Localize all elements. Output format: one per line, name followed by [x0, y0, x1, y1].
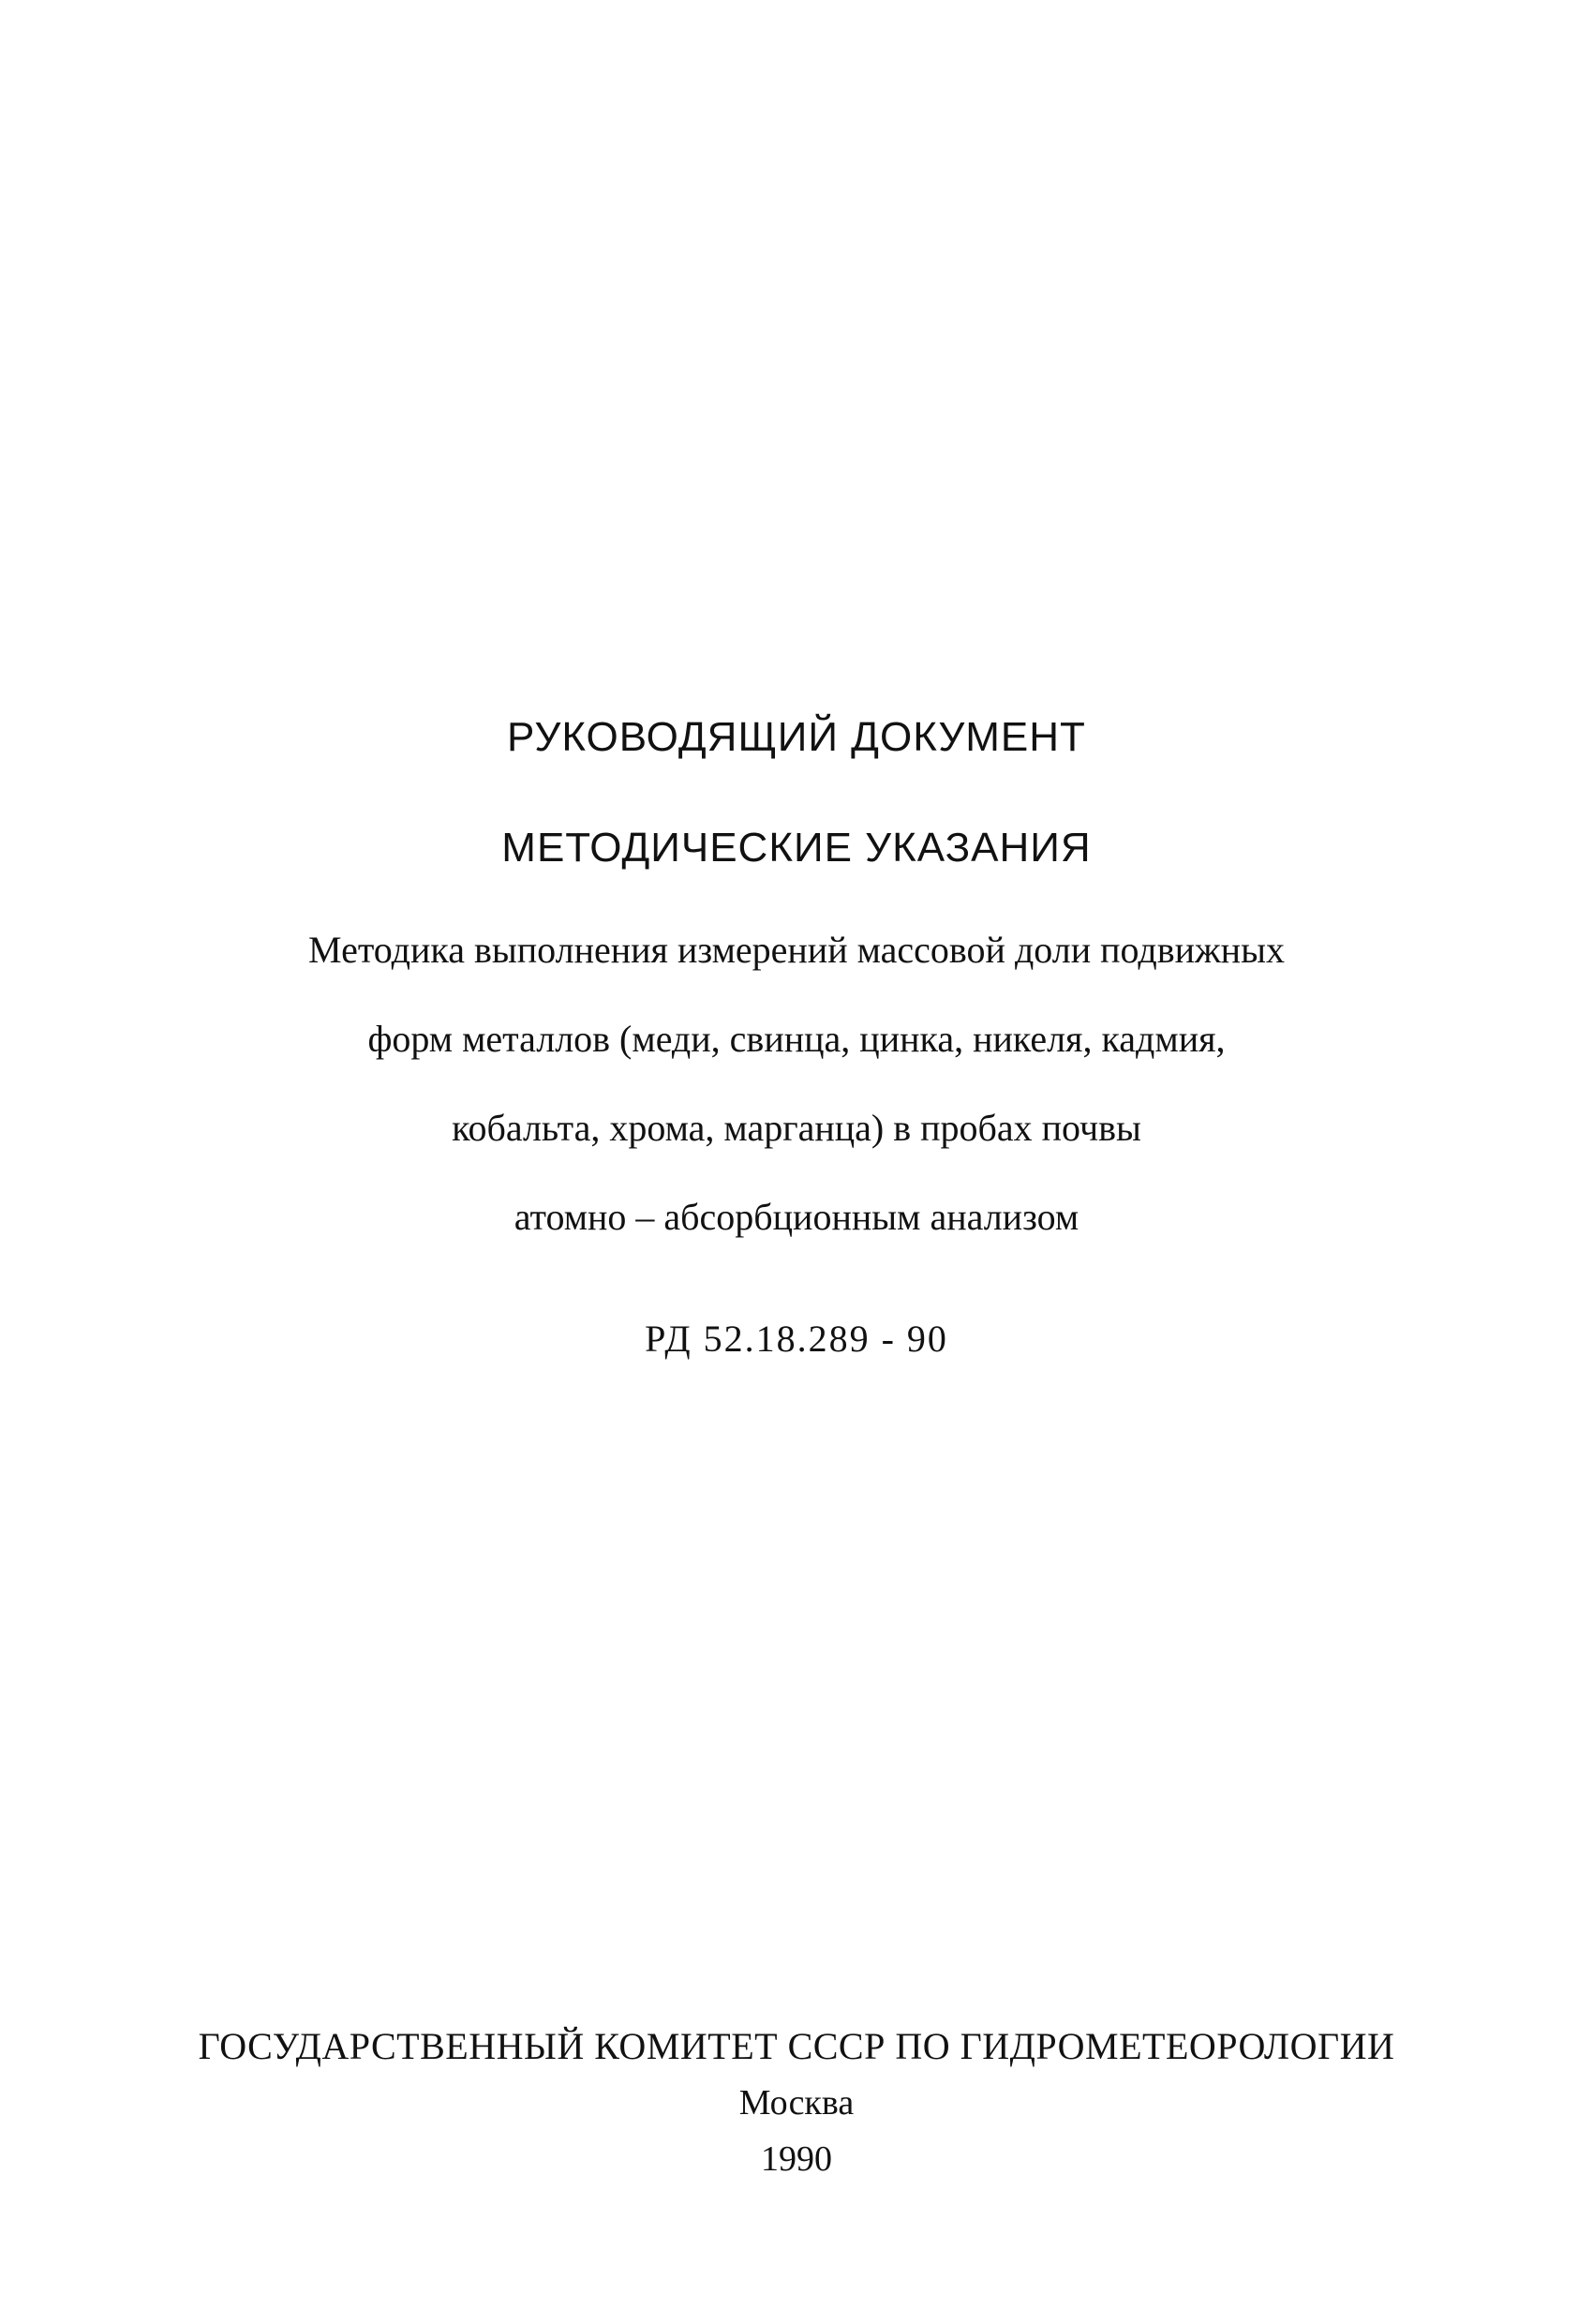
- title-line: кобальта, хрома, марганца) в пробах почвы: [452, 1107, 1141, 1149]
- title-line: форм металлов (меди, свинца, цинка, никеля, кадмия,: [367, 1018, 1226, 1060]
- guidelines-heading: МЕТОДИЧЕСКИЕ УКАЗАНИЯ: [501, 825, 1092, 871]
- publication-year: 1990: [761, 2139, 832, 2179]
- title-line: атомно – абсорбционным анализом: [514, 1196, 1079, 1238]
- document-type-heading: РУКОВОДЯЩИЙ ДОКУМЕНТ: [507, 714, 1086, 760]
- publisher-organization: ГОСУДАРСТВЕННЫЙ КОМИТЕТ СССР ПО ГИДРОМЕТЕОРОЛОГИИ: [198, 2025, 1395, 2067]
- document-code: РД 52.18.289 - 90: [645, 1318, 948, 1360]
- publication-city: Москва: [738, 2083, 855, 2123]
- title-line: Методика выполнения измерений массовой доли подвижных: [308, 929, 1285, 971]
